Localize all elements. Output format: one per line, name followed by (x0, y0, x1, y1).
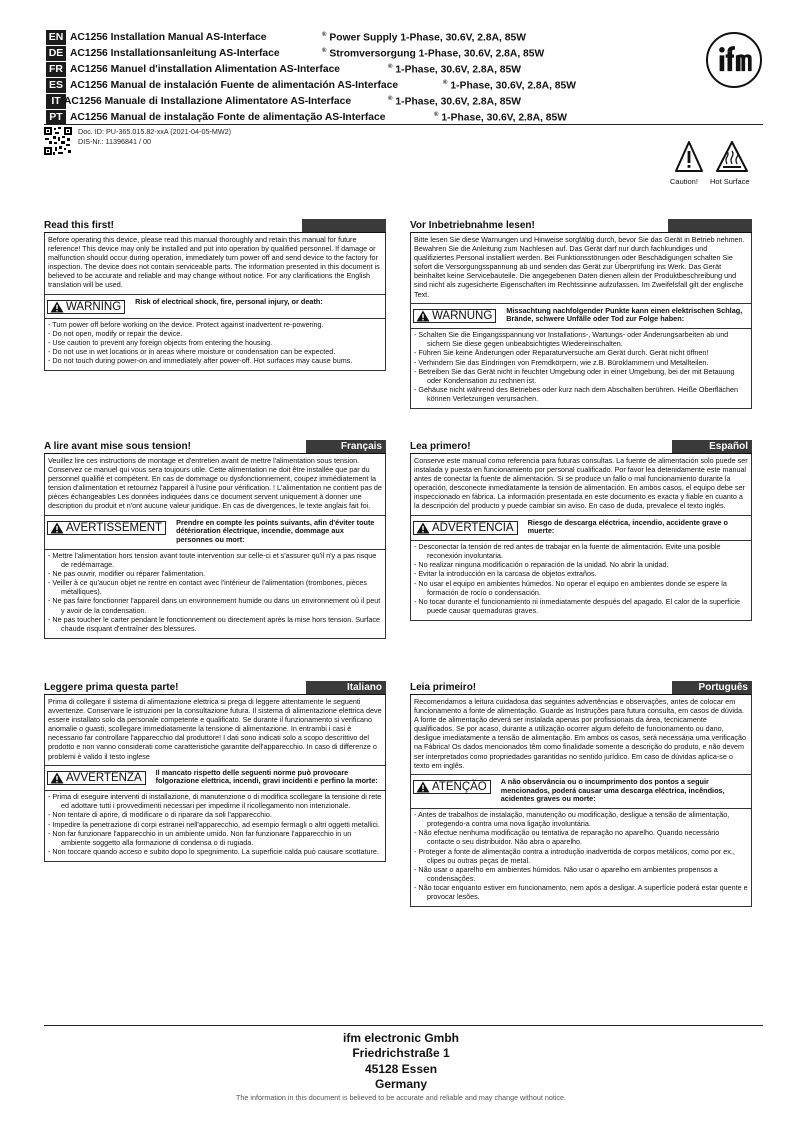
lang-code-pt: PT (46, 110, 66, 125)
hot-surface-icon (715, 140, 749, 174)
warning-list-item: - No usar el equipo en ambientes húmedos. No operar el equipo en ambientes donde se espere la formación de rocío o condensación. (414, 579, 748, 597)
warning-list-item: - Antes de trabalhos de instalação, manutenção ou modificação, desligue a tensão de alimentação, protegendo-a contra uma nova ligação involuntária. (414, 810, 748, 828)
header-divider (44, 124, 763, 125)
registered-mark: ® (434, 111, 439, 118)
product-es (443, 80, 576, 91)
section-title: Read this first! (44, 220, 115, 231)
warning-row (411, 304, 751, 327)
section-title: Leggere prima questa parte! (44, 682, 179, 693)
title-row-es (46, 78, 576, 93)
product-text: 1-Phase, 30.6V, 2.8A, 85W (395, 64, 521, 76)
section-title: A lire avant mise sous tension! (44, 441, 191, 452)
title-es: AC1256 Manual de instalación Fuente de alimentación AS-Interface (70, 80, 399, 91)
warning-triangle-icon (50, 772, 64, 784)
warning-list-item: - Evitar la introducción en la carcasa de objetos extraños. (414, 569, 748, 578)
section-header (44, 682, 386, 695)
title-row-it (46, 94, 521, 109)
warning-message: Il mancato rispetto delle seguenti norme può provocare folgorazione elettrica, incendi, gravi incidenti e perfino la morte: (155, 767, 378, 786)
registered-mark: ® (388, 63, 393, 70)
warning-row (45, 295, 385, 316)
product-de (322, 48, 544, 59)
title-it: AC1256 Manuale di Installazione Alimentatore AS-Interface (64, 96, 352, 107)
lang-code-it: IT (46, 94, 66, 109)
section-language-badge: Español (672, 440, 752, 453)
hot-surface-label: Hot Surface (710, 177, 750, 186)
warning-list-item: - Non toccare quando acceso e subito dopo lo spegnimento. La superficie calda può causare scottature. (48, 847, 382, 856)
warning-message: A não observância ou o incumprimento dos pontos a seguir mencionados, poderá causar uma descarga eléctrica, incêndios, acidentes graves ou morte: (500, 776, 725, 804)
warning-triangle-icon (416, 781, 430, 793)
section-header (44, 441, 386, 454)
warning-row (45, 516, 385, 547)
product-text: 1-Phase, 30.6V, 2.8A, 85W (450, 80, 576, 92)
ifm-logo-icon (706, 32, 762, 88)
warning-list-item: - Mettre l'alimentation hors tension avant toute intervention sur celle-ci et s'assurer qu'il n'y a pas risque de redémarrage. (48, 551, 382, 569)
caution-triangle-icon (674, 140, 704, 174)
warning-list-item: - Impedire la penetrazione di corpi estranei nell'apparecchio, ad esempio fermagli o altri oggetti metallici. (48, 820, 382, 829)
section-fr (44, 441, 386, 639)
section-box (410, 233, 752, 409)
footer-divider (44, 1025, 763, 1026)
title-row-en (46, 30, 526, 45)
warning-badge (413, 309, 496, 323)
section-language-badge: Italiano (306, 681, 386, 694)
warning-list-item: - Ne pas toucher le carter pendant le fonctionnement ou directement après la mise hors tension. Surface chaude risquant d'entraîner des blessures. (48, 615, 382, 633)
warning-label: WARNING (66, 300, 122, 313)
section-header (410, 220, 752, 233)
warning-list-item: - Desconectar la tensión de red antes de trabajar en la fuente de alimentación. Evite una posible reconexión involuntaria. (414, 542, 748, 560)
warning-badge (47, 771, 146, 785)
section-language-badge: Français (306, 440, 386, 453)
product-text: Stromversorgung 1-Phase, 30.6V, 2.8A, 85W (329, 48, 545, 60)
warning-list-item: - No tocar durante el funcionamiento ni inmediatamente después del apagado. El calor de la superficie puede causar quemaduras graves. (414, 597, 748, 615)
caution-icons (668, 140, 764, 190)
warning-triangle-icon (416, 310, 430, 322)
lang-code-es: ES (46, 78, 66, 93)
warning-label: AVVERTENZA (66, 771, 142, 784)
section-intro: Bitte lesen Sie diese Warnungen und Hinweise sorgfältig durch, bevor Sie das Gerät in Betrieb nehmen. Bewahren Sie die Anleitung zum Nachlesen auf. Das Gerät darf nur durch fachkundiges und qualifiziertes Personal installiert werden. Bei Funktionsstörungen oder Beschädigungen schalten Sie sofort die Versorgungsspannung ab und senden das Gerät zur Überprüfung ins Werk. Das Gerät beinhaltet keine Servicebauteile. Die angegebenen Daten dienen allein der Produktbeschreibung und sind nicht als zugesicherte Eigenschaften im Rechtssinne aufzufassen. Im Zweifelsfall gilt der englische Text. (411, 233, 751, 304)
section-title: Leia primeiro! (410, 682, 477, 693)
warning-list (411, 540, 751, 620)
warning-label: ADVERTENCIA (432, 521, 514, 534)
section-language-badge: Português (672, 681, 752, 694)
lang-code-de: DE (46, 46, 66, 61)
registered-mark: ® (322, 47, 327, 54)
section-intro: Before operating this device, please read this manual thoroughly and retain this manual for future reference! This device may only be installed and put into operation by qualified personnel. If damage or malfunction should occur during operation, immediately turn power off and send device to the factory for inspection. The device does not contain serviceable parts. The information presented in this document is believed to be accurate and reliable and may change without notice. For any clarifications the English translation will be used. (45, 233, 385, 295)
product-fr (388, 64, 521, 75)
section-intro: Veuillez lire ces instructions de montage et d'entretien avant de mettre l'alimentation sous tension. Conservez ce manuel qui vous sera toujours utile. Cette alimentation ne doit être installée que par du personnel qualifié et compétent. En cas de dommage ou dysfonctionnement, coupez immédiatement la tension d'alimentation et retournez l'appareil à l'usine pour vérification. ! L'alimentation ne contient pas de pièces échangeables Les données indiquées dans ce document servent uniquement à donner une description du produit et n'ont aucune valeur juridique. En cas de divergences, le texte anglais fait foi. (45, 454, 385, 516)
section-header (410, 682, 752, 695)
company-city: 45128 Essen (364, 1062, 438, 1076)
warning-list-item: - Não efectue nenhuma modificação ou tentativa de reparação no aparelho. Quando necessário contacte o seu distribuidor. Não abra o aparelho. (414, 828, 748, 846)
warning-list-item: - Do not touch during power-on and immediately after power-off. Hot surfaces may cause bums. (48, 356, 382, 365)
section-box (44, 233, 386, 371)
section-intro: Recomendamos a leitura cuidadosa das seguintes advertências e observações, antes de colocar em funcionamento a fonte de alimentação. Guarde as Instruções para futura consulta, em casos de dúvida. A fonte de alimentação deverá ser instalada apenas por profissionais da área, tecnicamente qualificados. Se por acaso, durante a utilização ocorrer algum defeito de funcionamento ou dano, desligue imediatamente a tensão de alimentação. Em ambos os casos, será necessária uma verificação na Fábrica! Os dados mencionados têm como finalidade somente a descrição do produto, e não devem ser interpretados como propriedades garantidas no sentido jurídico. Em caso de dúvidas aplica-se o texto em inglês. (411, 695, 751, 775)
caution-label: Caution! (670, 177, 698, 186)
doc-id: Doc. ID: PU-365.015.82-xxA (2021-04-05-MW2) (78, 127, 231, 136)
warning-label: AVERTISSEMENT (66, 521, 163, 534)
warning-list-item: - Do not open, modify or repair the device. (48, 329, 382, 338)
warning-triangle-icon (50, 522, 64, 534)
section-en (44, 220, 386, 371)
warning-badge (47, 300, 125, 314)
product-text: 1-Phase, 30.6V, 2.8A, 85W (441, 112, 567, 124)
document-id-block (78, 127, 231, 147)
registered-mark: ® (388, 95, 393, 102)
warning-list-item: - Ne pas faire fonctionner l'appareil dans un environnement humide ou dans un environnement où il peut y avoir de la condensation. (48, 596, 382, 614)
warning-list-item: - Prima di eseguire interventi di installazione, di manutenzione o di modifica scollegare la tensione di rete ed adottare tutti i provvedimenti necessari per impedirne il ricollegamento non intenzionale. (48, 792, 382, 810)
warning-badge (413, 780, 491, 794)
section-it (44, 682, 386, 862)
warning-row (45, 766, 385, 789)
company-country: Germany (374, 1077, 428, 1091)
title-de: AC1256 Installationsanleitung AS-Interface (70, 48, 280, 59)
warning-list-item: - Ne pas ouvrir, modifier ou réparer l'alimentation. (48, 569, 382, 578)
warning-list-item: - Não tocar enquanto estiver em funcionamento, nem após a desligar. A superfície poderá estar quente e provocar lesões. (414, 883, 748, 901)
product-en (322, 32, 526, 43)
section-de (410, 220, 752, 409)
warning-row (411, 516, 751, 539)
company-street: Friedrichstraße 1 (352, 1046, 450, 1060)
warning-list-item: - Führen Sie keine Änderungen oder Reparaturversuche am Gerät durch. Gerät nicht öffnen! (414, 348, 748, 357)
section-box (410, 695, 752, 907)
title-row-pt (46, 110, 567, 125)
title-pt: AC1256 Manual de instalação Fonte de alimentação AS-Interface (70, 112, 386, 123)
warning-list-item: - Proteger a fonte de alimentação contra a introdução inadvertida de corpos metálicos, como por ex., clipes ou outras peças de metal. (414, 847, 748, 865)
lang-code-en: EN (46, 30, 66, 45)
warning-badge (47, 521, 166, 535)
footer-disclaimer: The information in this document is believed to be accurate and reliable and may change without notice. (235, 1093, 567, 1102)
warning-list-item: - Verhindern Sie das Eindringen von Fremdkörpern, wie z.B. Büroklammern und Metallteilen. (414, 358, 748, 367)
product-text: 1-Phase, 30.6V, 2.8A, 85W (395, 96, 521, 108)
warning-list (45, 549, 385, 638)
warning-message: Risk of electrical shock, fire, personal injury, or death: (135, 296, 323, 306)
product-text: Power Supply 1-Phase, 30.6V, 2.8A, 85W (329, 32, 526, 44)
section-box (44, 695, 386, 862)
section-box (410, 454, 752, 621)
section-header (410, 441, 752, 454)
warning-list-item: - Turn power off before working on the device. Protect against inadvertent re-powering. (48, 320, 382, 329)
qr-code-icon (44, 127, 72, 155)
warning-list-item: - Gehäuse nicht während des Betriebes oder kurz nach dem Abschalten berühren. Heiße Oberflächen können Verletzungen verursachen. (414, 385, 748, 403)
title-fr: AC1256 Manuel d'installation Alimentation AS-Interface (70, 64, 341, 75)
warning-row (411, 775, 751, 806)
warning-message: Prendre en compte les points suivants, afin d'éviter toute détérioration électrique, incendie, dommage aux personnes ou mort: (176, 517, 375, 545)
section-language-badge (668, 219, 752, 232)
warning-list-item: - Betreiben Sie das Gerät nicht in feuchter Umgebung oder in einer Umgebung, bei der mit Betauung oder Kondensation zu rechnen ist. (414, 367, 748, 385)
section-intro: Prima di collegare il sistema di alimentazione elettrica si prega di leggere attentamente le seguenti avvertenze. Conservare le istruzioni per la consultazione futura. Il sistema di alimentazione elettrica deve essere installato solo da personale competente e qualificato. Se durante il funzionamento si verificano anomalie o guasti, scollegare immediatamente la tensione di alimentazione. In entrambi i casi è necessario far controllare l'apparecchio dal produttore! I dati sono indicati solo a scopo descrittivo del prodotto e non vanno considerati come caratteristiche garantite dell'apparecchio. In caso di differenze o problemi è valido il testo inglese (45, 695, 385, 766)
warning-triangle-icon (50, 301, 64, 313)
registered-mark: ® (443, 79, 448, 86)
warning-message: Missachtung nachfolgender Punkte kann einen elektrischen Schlag, Brände, schwere Unfälle oder Tod zur Folge haben: (506, 305, 743, 324)
section-title: Lea primero! (410, 441, 471, 452)
dis-nr: DIS-Nr.: 11396841 / 00 (78, 137, 151, 146)
section-pt (410, 682, 752, 907)
warning-list (411, 328, 751, 408)
warning-list-item: - Non tentare di aprire, di modificare o di riparare da soli l'apparecchio. (48, 810, 382, 819)
section-title: Vor Inbetriebnahme lesen! (410, 220, 535, 231)
warning-list (45, 790, 385, 861)
section-box (44, 454, 386, 639)
section-header (44, 220, 386, 233)
warning-list-item: - No realizar ninguna modificación o reparación de la unidad. No abrir la unidad. (414, 560, 748, 569)
warning-badge (413, 521, 518, 535)
warning-list-item: - Veiller à ce qu'aucun objet ne rentre en contact avec l'intérieur de l'alimentation (trombones, pièces métalliques). (48, 578, 382, 596)
section-language-badge (302, 219, 386, 232)
title-en: AC1256 Installation Manual AS-Interface (70, 32, 267, 43)
warning-list (411, 808, 751, 906)
title-row-fr (46, 62, 521, 77)
warning-list-item: - Não usar o aparelho em ambientes húmidos. Não usar o aparelho em ambientes propensos a condensações. (414, 865, 748, 883)
warning-message: Riesgo de descarga eléctrica, incendio, accidente grave o muerte: (527, 517, 728, 536)
warning-list-item: - Schalten Sie die Eingangsspannung vor Installations-, Wartungs- oder Änderungsarbeiten ab und sichern Sie diese gegen unbeabsichtigtes Wiedereinschalten. (414, 330, 748, 348)
product-it (388, 96, 521, 107)
section-intro: Conserve este manual como referencia para futuras consultas. La fuente de alimentación solo puede ser instalada y puesta en funcionamiento por personal cualificado. Por favor lea detenidamente este manual antes de conectar la fuente de alimentación. Si se produce un fallo o mal funcionamiento durante la operación, desconecte inmediatamente la tensión de alimentación. En ambos casos, el equipo debe ser inspeccionado en fábrica. La información presentada en este documento es exacta y fiable en cuanto a la descripción del producto y puede cambiar sin aviso. En caso de duda, prevalece el texto inglés. (411, 454, 751, 516)
warning-label: ATENÇÃO (432, 780, 487, 793)
warning-list-item: - Non far funzionare l'apparecchio in un ambiente umido. Non far funzionare l'apparecchio in un ambiente soggetto alla formazione di condensa o di rugiada. (48, 829, 382, 847)
lang-code-fr: FR (46, 62, 66, 77)
warning-label: WARNUNG (432, 309, 493, 322)
warning-list (45, 318, 385, 370)
registered-mark: ® (322, 31, 327, 38)
warning-triangle-icon (416, 522, 430, 534)
product-pt (434, 112, 567, 123)
title-row-de (46, 46, 545, 61)
warning-list-item: - Do not use in wet locations or in areas where moisture or condensation can be expected. (48, 347, 382, 356)
warning-list-item: - Use caution to prevent any foreign objects from entering the housing. (48, 338, 382, 347)
section-es (410, 441, 752, 621)
company-name: ifm electronic Gmbh (342, 1031, 460, 1045)
